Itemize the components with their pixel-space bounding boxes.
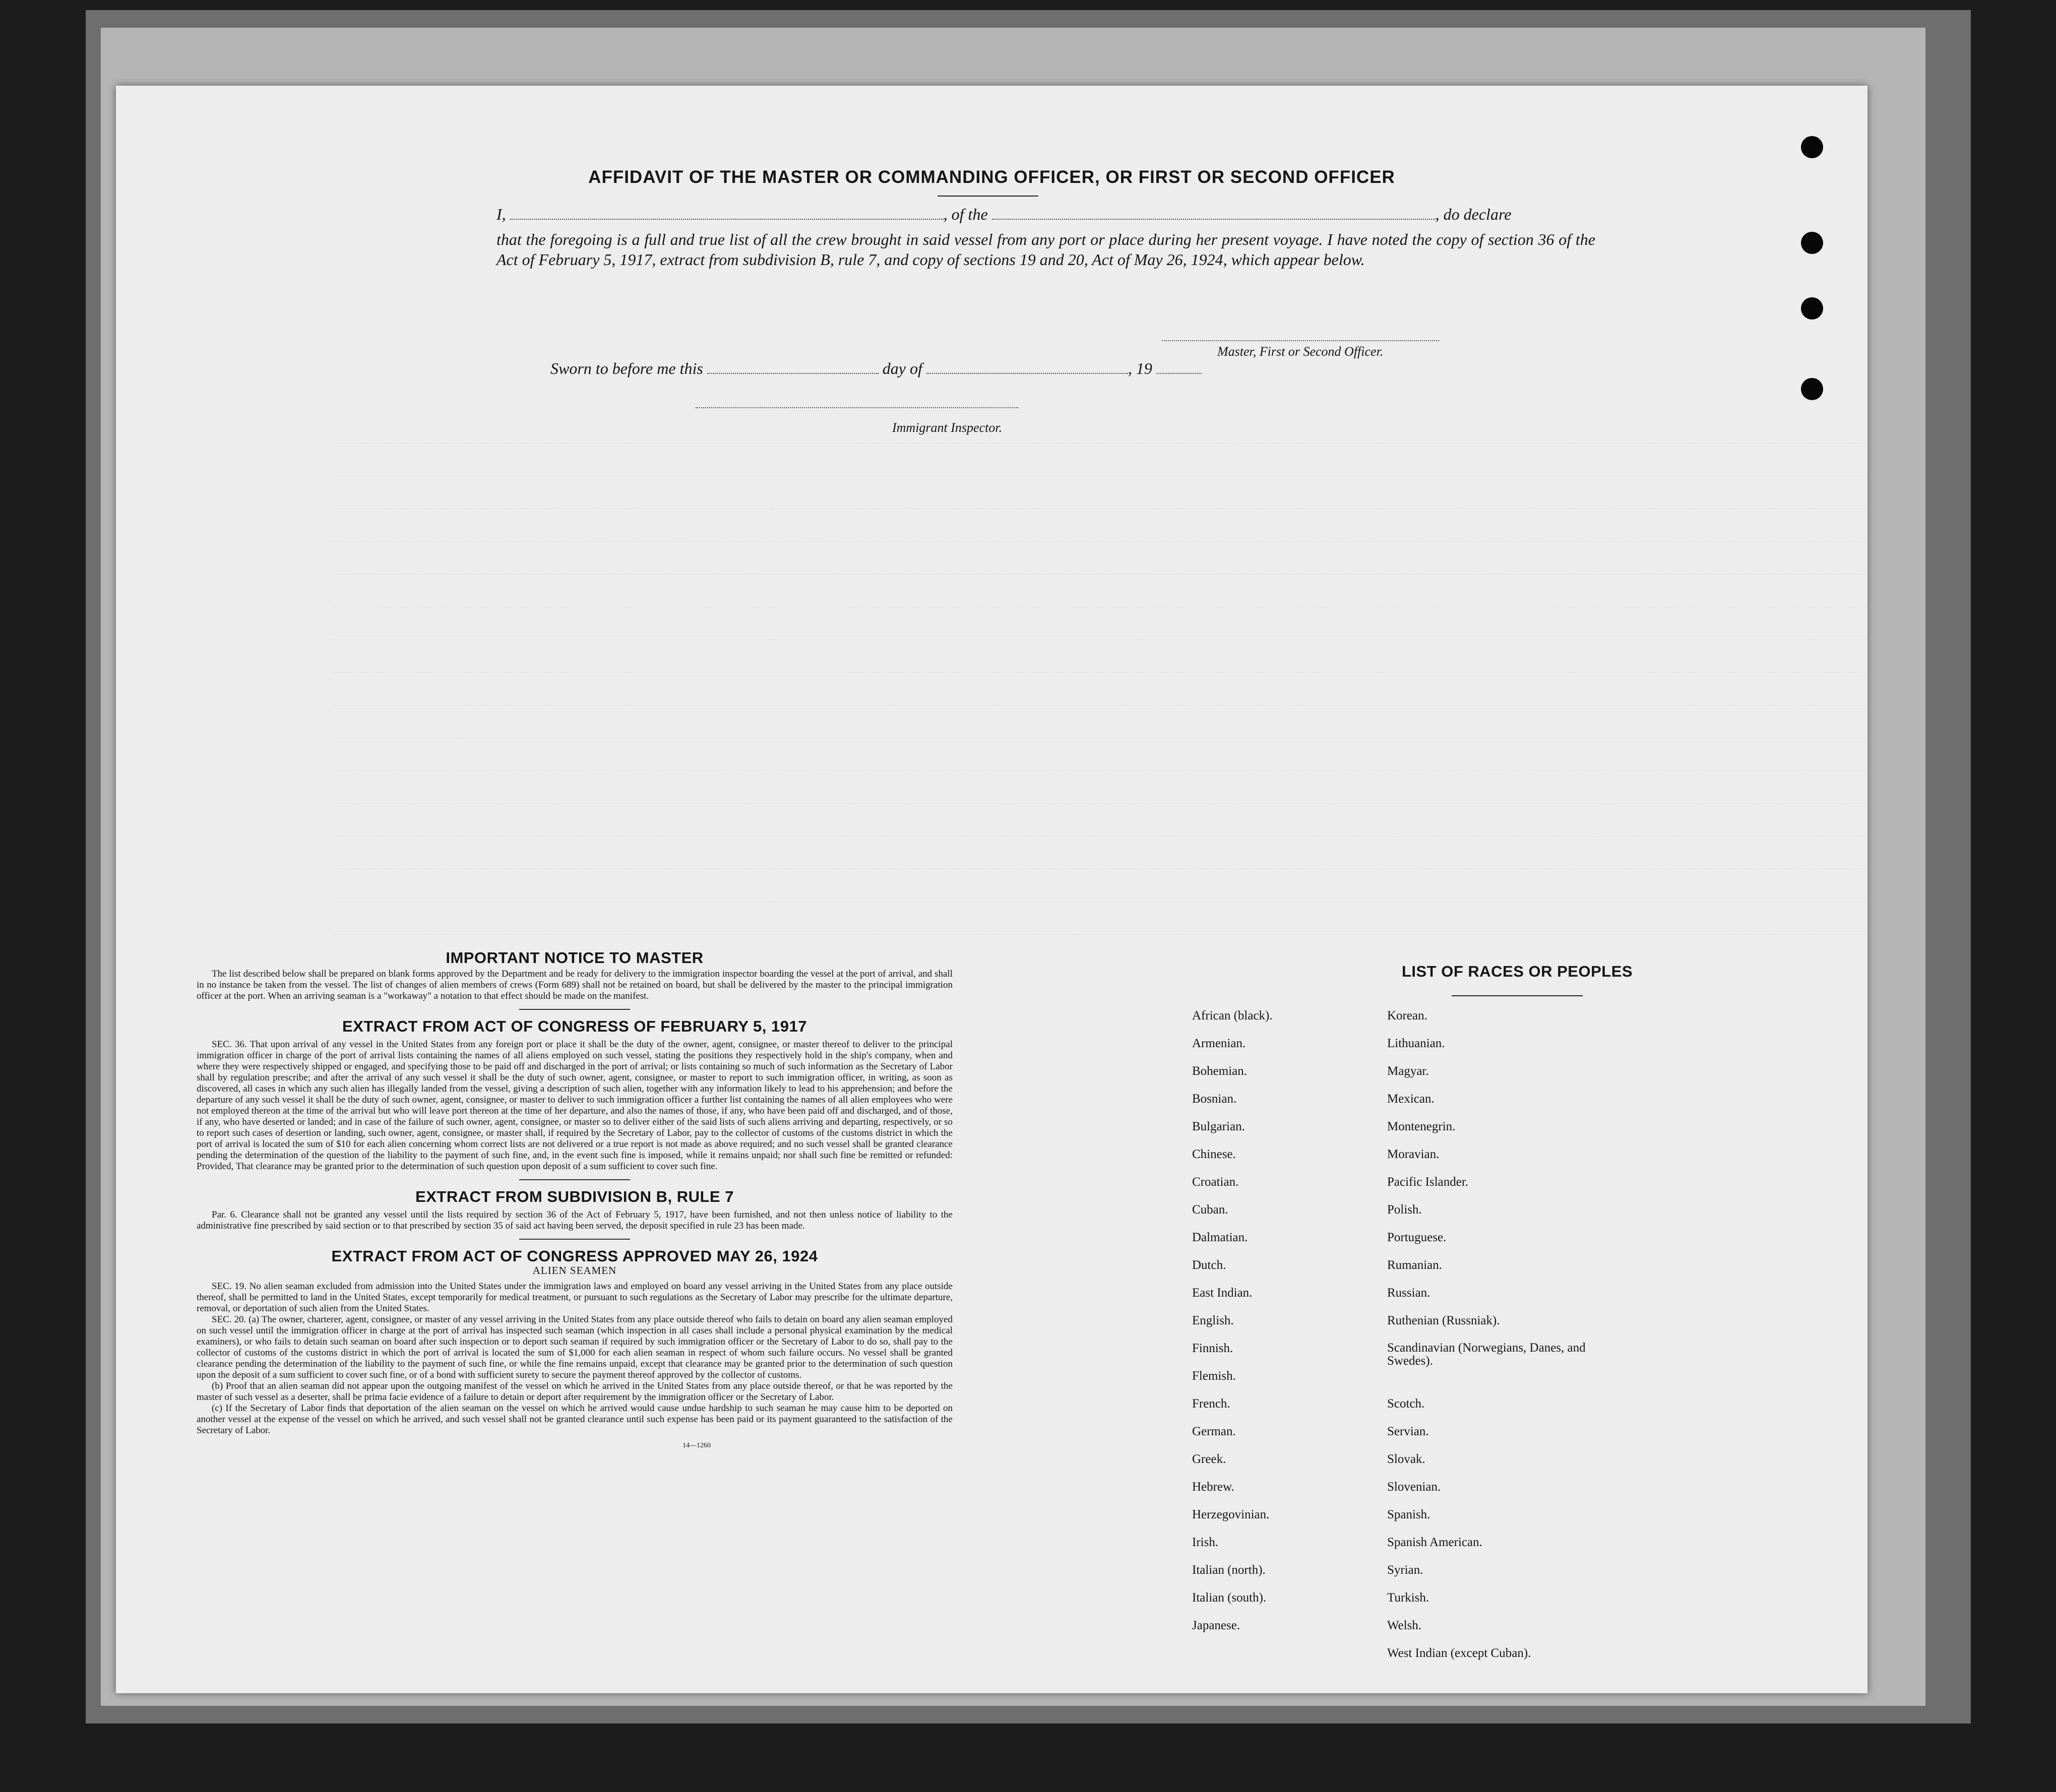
do-declare-label: , do declare <box>1435 205 1512 223</box>
title-rule <box>938 196 1038 197</box>
sec-20a-text: SEC. 20. (a) The owner, charterer, agent, consignee, or master of any vessel arriving in the United States from any place outside thereof who fails to detain on board any alien seaman employed on such vessel until the immigration officer in charge at the port of arrival has inspected such seaman (which inspection in all cases shall include a personal physical examination by the medical examiners), or who fails to detain such seaman on board after such inspection or to deport such seaman if required by such immigration officer or the Secretary of Labor to do so, shall pay to the collector of customs of the customs district in which the port of arrival is located the sum of $1,000 for each alien seaman in respect of whom such failure occurs. No vessel shall be granted clearance pending the determination of the liability to the payment of such fine, or while the fine remains unpaid, except that clearance may be granted prior to the determination of such question upon the deposit of a sum sufficient to cover such fine, or of a bond with sufficient surety to secure the payment thereof approved by the collector of customs. <box>197 1314 953 1380</box>
notice-text: The list described below shall be prepared on blank forms approved by the Department and be ready for delivery to the immigration inspector boarding the vessel at the port of arrival, and shall in no instance be taken from the vessel. The list of changes of alien members of crews (Form 689) shall not be retained on board, but shall be delivered by the master to the principal immigration officer at the port. When an arriving seaman is a "workaway" a notation to that effect should be made on the manifest. <box>197 969 953 1001</box>
race-item: Irish. <box>1192 1535 1219 1549</box>
notice-title: IMPORTANT NOTICE TO MASTER <box>446 949 704 967</box>
inspector-signature-line[interactable] <box>696 407 1018 408</box>
section-divider <box>519 1009 630 1010</box>
race-item: Spanish. <box>1387 1508 1430 1521</box>
race-item: German. <box>1192 1425 1236 1438</box>
race-item: Magyar. <box>1387 1064 1429 1078</box>
race-item: English. <box>1192 1314 1234 1327</box>
affidavit-title: AFFIDAVIT OF THE MASTER OR COMMANDING OFFICER, OR FIRST OR SECOND OFFICER <box>588 167 1395 187</box>
day-of-label: day of <box>882 359 922 377</box>
extract-1924-title: EXTRACT FROM ACT OF CONGRESS APPROVED MAY 26, 1924 <box>331 1247 818 1265</box>
master-caption: Master, First or Second Officer. <box>1217 344 1384 359</box>
punch-hole <box>1801 378 1823 400</box>
sworn-day-blank[interactable] <box>707 362 879 374</box>
race-item: Scotch. <box>1387 1397 1425 1411</box>
form-number: 14—1260 <box>682 1442 711 1449</box>
inspector-caption: Immigrant Inspector. <box>892 420 1003 435</box>
race-item: Syrian. <box>1387 1563 1423 1577</box>
race-item: Flemish. <box>1192 1369 1236 1383</box>
race-item: Rumanian. <box>1387 1258 1443 1272</box>
i-label: I, <box>496 205 506 223</box>
manifest-sheet <box>116 86 1867 1693</box>
race-item: Bulgarian. <box>1192 1120 1245 1133</box>
race-item: Korean. <box>1387 1009 1427 1022</box>
name-blank[interactable] <box>510 208 944 220</box>
races-list-right <box>1387 1009 1619 1674</box>
race-item: Bohemian. <box>1192 1064 1248 1078</box>
races-title: LIST OF RACES OR PEOPLES <box>1401 963 1633 980</box>
alien-seamen-subtitle: ALIEN SEAMEN <box>532 1264 617 1276</box>
race-item: Russian. <box>1387 1286 1430 1300</box>
affidavit-body: that the foregoing is a full and true list of all the crew brought in said vessel from any port or place during her present voyage. I have noted the copy of section 36 of the Act of February 5, 1917, extract from subdivision B, rule 7, and copy of sections 19 and 20, Act of May 26, 1924, which appear below. <box>496 230 1595 269</box>
races-title-rule <box>1452 995 1583 996</box>
race-item: Slovak. <box>1387 1452 1425 1466</box>
vessel-blank[interactable] <box>992 208 1436 220</box>
sworn-line <box>550 359 1202 378</box>
master-signature-line[interactable] <box>1162 340 1439 341</box>
races-list-left <box>1192 1009 1273 1646</box>
race-item: Bosnian. <box>1192 1092 1237 1106</box>
race-item: Pacific Islander. <box>1387 1175 1469 1189</box>
race-item: Greek. <box>1192 1452 1226 1466</box>
sworn-label: Sworn to before me this <box>550 359 703 377</box>
race-item: Armenian. <box>1192 1037 1246 1050</box>
race-item: Montenegrin. <box>1387 1120 1456 1133</box>
race-item: Chinese. <box>1192 1147 1236 1161</box>
race-item: Italian (south). <box>1192 1591 1267 1605</box>
punch-hole <box>1801 297 1823 319</box>
sec-20b-text: (b) Proof that an alien seaman did not appear upon the outgoing manifest of the vessel on which he arrived in the United States from any place outside thereof, or that he was reported by the master of such vessel as a deserter, shall be prima facie evidence of a failure to detain or deport after requirement by the immigration officer or the Secretary of Labor. <box>197 1381 953 1402</box>
race-item: Welsh. <box>1387 1619 1422 1632</box>
race-item: Dutch. <box>1192 1258 1226 1272</box>
section-divider <box>519 1239 630 1240</box>
race-item: Japanese. <box>1192 1619 1240 1632</box>
sec-19-text: SEC. 19. No alien seaman excluded from admission into the United States under the immigration laws and employed on board any vessel arriving in the United States from any place outside thereof, shall be permitted to land in the United States, except temporarily for medical treatment, or pursuant to such regulations as the Secretary of Labor may prescribe for the ultimate departure, removal, or deportation of such alien from the United States. <box>197 1281 953 1314</box>
race-item: Lithuanian. <box>1387 1037 1445 1050</box>
race-item: Mexican. <box>1387 1092 1435 1106</box>
year-label: , 19 <box>1128 359 1152 377</box>
race-item: Servian. <box>1387 1425 1429 1438</box>
race-item: Turkish. <box>1387 1591 1429 1605</box>
sworn-year-blank[interactable] <box>1156 362 1202 374</box>
race-item: Finnish. <box>1192 1341 1233 1355</box>
race-item: East Indian. <box>1192 1286 1253 1300</box>
race-item: Scandinavian (Norwegians, Danes, and Swedes). <box>1387 1341 1586 1368</box>
race-item: Spanish American. <box>1387 1535 1482 1549</box>
race-item: Hebrew. <box>1192 1480 1234 1494</box>
extract-1917-text: SEC. 36. That upon arrival of any vessel in the United States from any foreign port or place it shall be the duty of the owner, agent, consignee, or master thereof to deliver to the principal immigration officer in charge of the port of arrival lists containing the names of all aliens employed on such vessel, stating the positions they respectively hold in the ship's company, when and where they were respectively shipped or engaged, and specifying those to be paid off and discharged in the port of arrival; or lists containing so much of such information as the Secretary of Labor shall by regulation prescribe; and after the arrival of any such vessel it shall be the duty of such owner, agent, consignee, or master to report to such immigration officer, in writing, as soon as discovered, all cases in which any such alien has illegally landed from the vessel, giving a description of such alien, together with any information likely to lead to his apprehension; and before the departure of any such vessel it shall be the duty of such owner, agent, consignee, or master to deliver to such immigration officer a further list containing the names of all alien employees who were not employed thereon at the time of the arrival but who will leave port thereon at the time of her departure, and also the names of those, if any, who have been paid off and discharged, and of those, if any, who have deserted or landed; and in case of the failure of such owner, agent, consignee, or master so to deliver either of the said lists of such aliens arriving and departing, respectively, or so to report such cases of desertion or landing, such owner, agent, consignee, or master shall, if required by the Secretary of Labor, pay to the collector of customs of the customs district in which the port of arrival is located the sum of $10 for each alien concerning whom correct lists are not delivered or a true report is not made as above required; and no such vessel shall be granted clearance pending the determination of the question of the liability to the payment of such fine, and, in the event such fine is imposed, while it remains unpaid; nor shall such fine be remitted or refunded: Provided, That clearance may be granted prior to the determination of such question upon deposit of a sum sufficient to cover such fine. <box>197 1039 953 1172</box>
race-item: Moravian. <box>1387 1147 1440 1161</box>
notices-column <box>197 949 953 1451</box>
race-item: Dalmatian. <box>1192 1231 1248 1244</box>
extract-rule7-title: EXTRACT FROM SUBDIVISION B, RULE 7 <box>415 1188 734 1205</box>
punch-hole <box>1801 232 1823 254</box>
race-item: Portuguese. <box>1387 1231 1447 1244</box>
punch-hole <box>1801 136 1823 158</box>
affidavit-declaration-line <box>496 205 1511 224</box>
sec-20c-text: (c) If the Secretary of Labor finds that deportation of the alien seaman on the vessel on which he arrived would cause undue hardship to such seaman he may cause him to be deported on another vessel at the expense of the vessel on which he arrived, and such vessel shall not be granted clearance until such expense has been paid or its payment guaranteed to the satisfaction of the Secretary of Labor. <box>197 1403 953 1436</box>
race-item: Italian (north). <box>1192 1563 1266 1577</box>
race-item: Croatian. <box>1192 1175 1239 1189</box>
sworn-month-blank[interactable] <box>926 362 1128 374</box>
extract-rule7-text: Par. 6. Clearance shall not be granted any vessel until the lists required by section 36 of the Act of February 5, 1917, have been furnished, and not then unless notice of liability to the administrative fine prescribed by said section or to that prescribed by section 35 of said act having been served, the deposit specified in rule 23 has been made. <box>197 1209 953 1231</box>
race-item: West Indian (except Cuban). <box>1387 1646 1531 1660</box>
bleed-through-rows <box>333 411 1865 935</box>
race-item: Ruthenian (Russniak). <box>1387 1314 1500 1327</box>
race-item: Polish. <box>1387 1203 1422 1217</box>
race-item: Herzegovinian. <box>1192 1508 1270 1521</box>
race-item: French. <box>1192 1397 1230 1411</box>
extract-1917-title: EXTRACT FROM ACT OF CONGRESS OF FEBRUARY 5, 1917 <box>342 1017 807 1035</box>
section-divider <box>519 1179 630 1180</box>
race-item: Slovenian. <box>1387 1480 1441 1494</box>
race-item: African (black). <box>1192 1009 1273 1022</box>
race-item: Cuban. <box>1192 1203 1228 1217</box>
of-the-label: , of the <box>943 205 988 223</box>
